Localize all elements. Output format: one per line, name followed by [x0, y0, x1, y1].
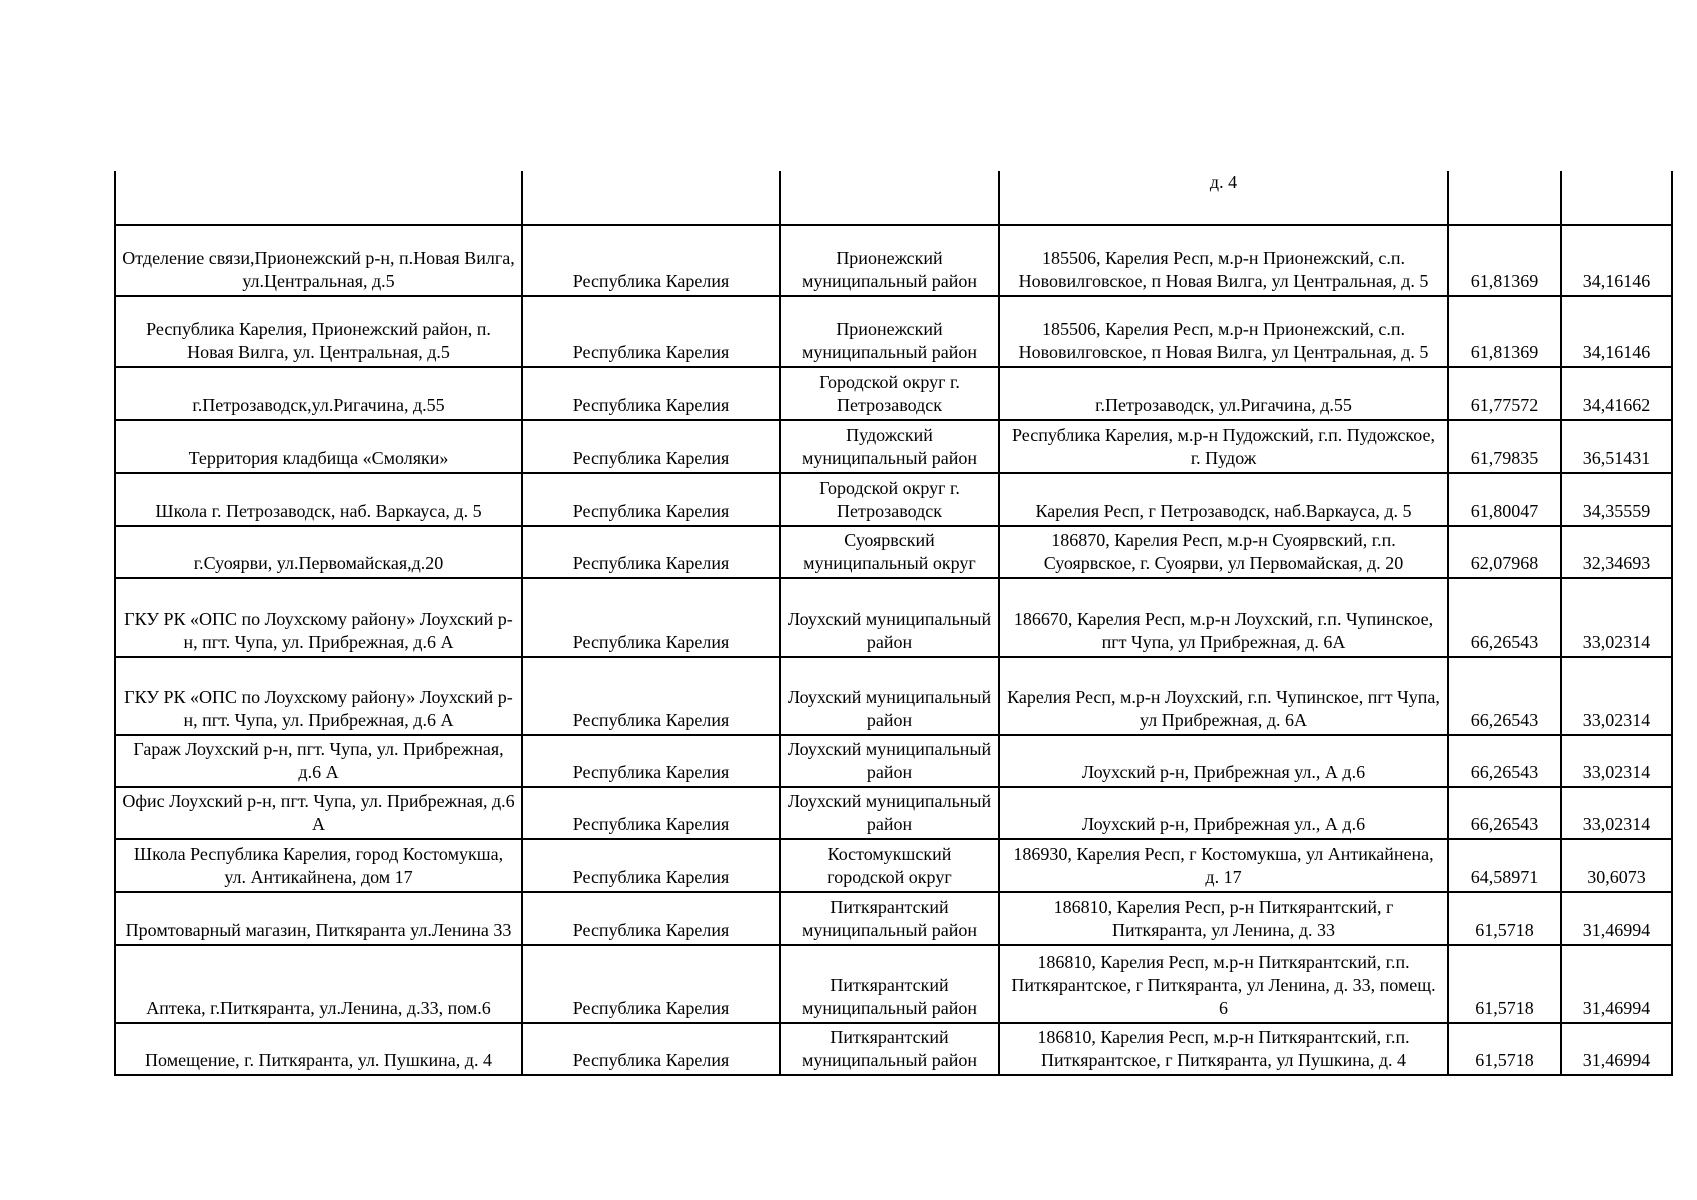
cell-region	[522, 171, 780, 225]
cell-address: 186810, Карелия Респ, р-н Питкярантский, г Питкяранта, ул Ленина, д. 33	[999, 892, 1448, 945]
cell-address: Лоухский р-н, Прибрежная ул., А д.6	[999, 735, 1448, 787]
table-row	[115, 578, 1672, 657]
address-table	[114, 171, 1673, 1076]
cell-lon: 34,35559	[1561, 473, 1672, 526]
cell-lon	[1561, 171, 1672, 225]
cell-name: г.Суоярви, ул.Первомайская,д.20	[115, 526, 522, 578]
cell-region: Республика Карелия	[522, 420, 780, 473]
cell-name	[115, 171, 522, 225]
table-row	[115, 171, 1672, 225]
table-row	[115, 735, 1672, 787]
cell-address: Карелия Респ, г Петрозаводск, наб.Варкауса, д. 5	[999, 473, 1448, 526]
cell-lat: 66,26543	[1448, 578, 1561, 657]
cell-region: Республика Карелия	[522, 657, 780, 735]
cell-lat: 66,26543	[1448, 735, 1561, 787]
cell-lon: 33,02314	[1561, 787, 1672, 839]
cell-lat: 66,26543	[1448, 657, 1561, 735]
cell-lat: 61,79835	[1448, 420, 1561, 473]
cell-name: г.Петрозаводск,ул.Ригачина, д.55	[115, 367, 522, 420]
cell-name: Гараж Лоухский р-н, пгт. Чупа, ул. Прибрежная, д.6 А	[115, 735, 522, 787]
cell-lon: 36,51431	[1561, 420, 1672, 473]
cell-lon: 31,46994	[1561, 1023, 1672, 1075]
cell-name: Отделение связи,Прионежский р-н, п.Новая Вилга, ул.Центральная, д.5	[115, 225, 522, 296]
cell-name: Промтоварный магазин, Питкяранта ул.Ленина 33	[115, 892, 522, 945]
cell-address: г.Петрозаводск, ул.Ригачина, д.55	[999, 367, 1448, 420]
table-row	[115, 787, 1672, 839]
cell-lat	[1448, 171, 1561, 225]
cell-name: ГКУ РК «ОПС по Лоухскому району» Лоухский р-н, пгт. Чупа, ул. Прибрежная, д.6 А	[115, 578, 522, 657]
table-body	[115, 171, 1672, 1075]
cell-district: Лоухский муниципальный район	[780, 578, 999, 657]
cell-district: Прионежский муниципальный район	[780, 296, 999, 367]
cell-district: Городской округ г. Петрозаводск	[780, 473, 999, 526]
cell-lat: 61,81369	[1448, 296, 1561, 367]
cell-region: Республика Карелия	[522, 296, 780, 367]
cell-address: 186670, Карелия Респ, м.р-н Лоухский, г.п. Чупинское, пгт Чупа, ул Прибрежная, д. 6А	[999, 578, 1448, 657]
cell-lon: 33,02314	[1561, 657, 1672, 735]
cell-name: Территория кладбища «Смоляки»	[115, 420, 522, 473]
table-row	[115, 657, 1672, 735]
cell-region: Республика Карелия	[522, 892, 780, 945]
cell-district: Лоухский муниципальный район	[780, 735, 999, 787]
cell-address: Карелия Респ, м.р-н Лоухский, г.п. Чупинское, пгт Чупа, ул Прибрежная, д. 6А	[999, 657, 1448, 735]
table-row	[115, 225, 1672, 296]
cell-address: 186930, Карелия Респ, г Костомукша, ул Антикайнена, д. 17	[999, 839, 1448, 892]
cell-lat: 61,5718	[1448, 1023, 1561, 1075]
cell-address: 186870, Карелия Респ, м.р-н Суоярвский, г.п. Суоярвское, г. Суоярви, ул Первомайская, д. 20	[999, 526, 1448, 578]
cell-region: Республика Карелия	[522, 839, 780, 892]
table-row	[115, 839, 1672, 892]
cell-lat: 61,77572	[1448, 367, 1561, 420]
cell-region: Республика Карелия	[522, 367, 780, 420]
cell-region: Республика Карелия	[522, 225, 780, 296]
cell-address: 185506, Карелия Респ, м.р-н Прионежский, с.п. Нововилговское, п Новая Вилга, ул Центральная, д. 5	[999, 225, 1448, 296]
cell-district: Прионежский муниципальный район	[780, 225, 999, 296]
table-row	[115, 1023, 1672, 1075]
table-row	[115, 420, 1672, 473]
cell-district: Суоярвский муниципальный округ	[780, 526, 999, 578]
cell-district	[780, 171, 999, 225]
cell-district: Питкярантский муниципальный район	[780, 945, 999, 1023]
table-row	[115, 367, 1672, 420]
cell-lon: 30,6073	[1561, 839, 1672, 892]
cell-region: Республика Карелия	[522, 473, 780, 526]
cell-lat: 61,5718	[1448, 945, 1561, 1023]
table-row	[115, 473, 1672, 526]
cell-lon: 32,34693	[1561, 526, 1672, 578]
cell-address: д. 4	[999, 171, 1448, 225]
cell-name: Аптека, г.Питкяранта, ул.Ленина, д.33, пом.6	[115, 945, 522, 1023]
cell-lat: 62,07968	[1448, 526, 1561, 578]
cell-lon: 34,41662	[1561, 367, 1672, 420]
cell-name: Республика Карелия, Прионежский район, п. Новая Вилга, ул. Центральная, д.5	[115, 296, 522, 367]
cell-region: Республика Карелия	[522, 945, 780, 1023]
table-row	[115, 945, 1672, 1023]
cell-lat: 64,58971	[1448, 839, 1561, 892]
cell-district: Городской округ г. Петрозаводск	[780, 367, 999, 420]
cell-district: Питкярантский муниципальный район	[780, 892, 999, 945]
cell-name: Школа Республика Карелия, город Костомукша, ул. Антикайнена, дом 17	[115, 839, 522, 892]
cell-address: Республика Карелия, м.р-н Пудожский, г.п. Пудожское, г. Пудож	[999, 420, 1448, 473]
cell-lat: 61,80047	[1448, 473, 1561, 526]
cell-lat: 61,81369	[1448, 225, 1561, 296]
cell-address: Лоухский р-н, Прибрежная ул., А д.6	[999, 787, 1448, 839]
cell-district: Пудожский муниципальный район	[780, 420, 999, 473]
cell-name: Офис Лоухский р-н, пгт. Чупа, ул. Прибрежная, д.6 А	[115, 787, 522, 839]
cell-lon: 33,02314	[1561, 578, 1672, 657]
cell-lon: 34,16146	[1561, 296, 1672, 367]
cell-lon: 33,02314	[1561, 735, 1672, 787]
cell-region: Республика Карелия	[522, 578, 780, 657]
cell-region: Республика Карелия	[522, 526, 780, 578]
cell-address: 185506, Карелия Респ, м.р-н Прионежский, с.п. Нововилговское, п Новая Вилга, ул Центральная, д. 5	[999, 296, 1448, 367]
cell-district: Лоухский муниципальный район	[780, 657, 999, 735]
cell-region: Республика Карелия	[522, 787, 780, 839]
cell-lon: 31,46994	[1561, 892, 1672, 945]
cell-district: Питкярантский муниципальный район	[780, 1023, 999, 1075]
table-row	[115, 892, 1672, 945]
cell-lat: 66,26543	[1448, 787, 1561, 839]
cell-district: Лоухский муниципальный район	[780, 787, 999, 839]
cell-district: Костомукшский городской округ	[780, 839, 999, 892]
cell-region: Республика Карелия	[522, 1023, 780, 1075]
table-row	[115, 526, 1672, 578]
cell-region: Республика Карелия	[522, 735, 780, 787]
cell-name: Помещение, г. Питкяранта, ул. Пушкина, д. 4	[115, 1023, 522, 1075]
cell-address: 186810, Карелия Респ, м.р-н Питкярантский, г.п. Питкярантское, г Питкяранта, ул Пушкина, д. 4	[999, 1023, 1448, 1075]
cell-lat: 61,5718	[1448, 892, 1561, 945]
cell-name: Школа г. Петрозаводск, наб. Варкауса, д. 5	[115, 473, 522, 526]
cell-name: ГКУ РК «ОПС по Лоухскому району» Лоухский р-н, пгт. Чупа, ул. Прибрежная, д.6 А	[115, 657, 522, 735]
cell-address: 186810, Карелия Респ, м.р-н Питкярантский, г.п. Питкярантское, г Питкяранта, ул Ленина, д. 33, помещ. 6	[999, 945, 1448, 1023]
table-row	[115, 296, 1672, 367]
cell-lon: 31,46994	[1561, 945, 1672, 1023]
cell-lon: 34,16146	[1561, 225, 1672, 296]
